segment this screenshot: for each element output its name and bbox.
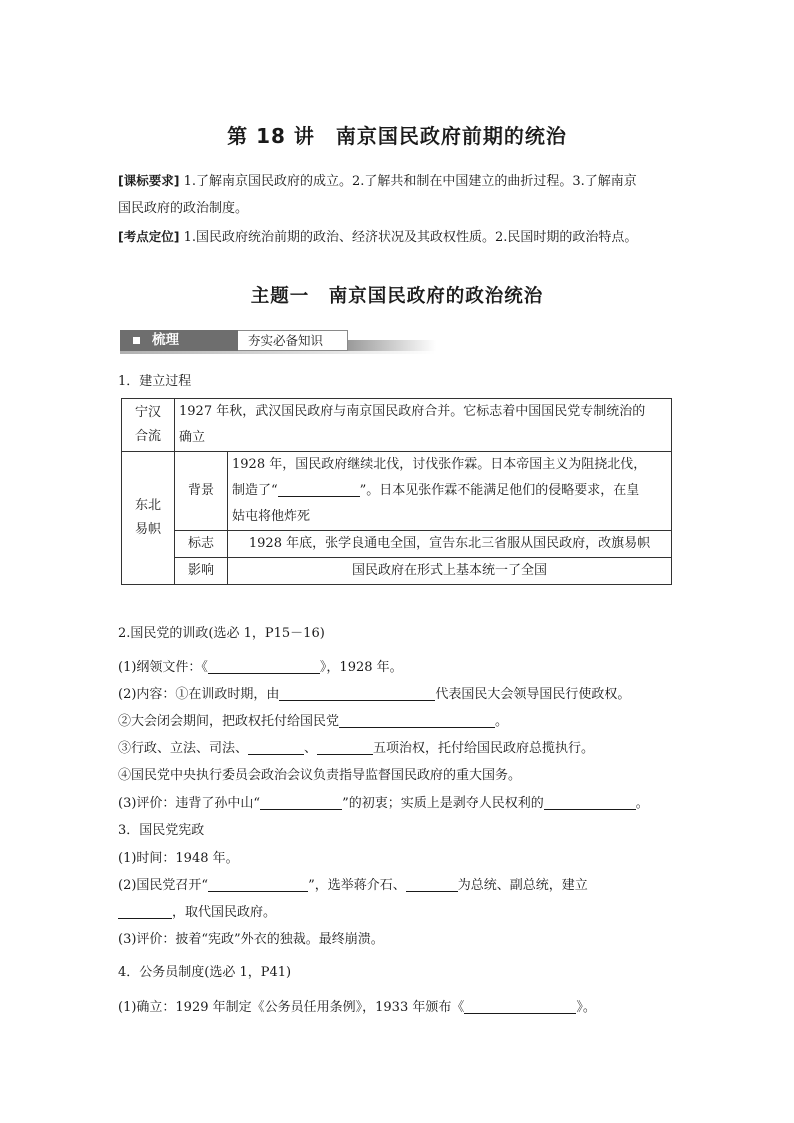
text-fragment: 制造了“ xyxy=(232,483,278,498)
background-cell xyxy=(228,452,672,531)
table-row xyxy=(122,531,672,558)
content-cell-merge xyxy=(175,399,672,452)
requirements-line-1 xyxy=(118,172,637,191)
section2-line-6 xyxy=(118,795,649,813)
section2-line-3 xyxy=(118,713,508,731)
text-fragment: 。 xyxy=(635,796,649,811)
text-fragment: 五项治权，托付给国民政府总揽执行。 xyxy=(373,741,595,756)
section4-line-1 xyxy=(118,999,596,1017)
content-text: 1928 年，国民政府继续北伐，讨伐张作霖。日本帝国主义为阻挠北伐， xyxy=(232,457,647,472)
exam-points-text: 1.国民政府统治前期的政治、经济状况及其政权性质。2.民国时期的政治特点。 xyxy=(183,230,638,245)
content-text xyxy=(232,478,667,504)
table-row xyxy=(122,558,672,585)
sign-cell: 1928 年底，张学良通电全国，宣告东北三省服从国民政府，改旗易帜 xyxy=(228,531,672,558)
section3-line-2 xyxy=(118,877,588,895)
content-text: 确立 xyxy=(179,430,206,445)
section2-heading: 2.国民党的训政(选必 1，P15－16) xyxy=(118,626,325,641)
text-fragment: ，取代国民政府。 xyxy=(172,905,277,920)
text-fragment: ”。日本见张作霖不能满足他们的侵略要求，在皇 xyxy=(359,483,640,498)
text-fragment: (2)国民党召开“ xyxy=(118,878,209,893)
square-bullet-icon xyxy=(133,337,140,344)
content-text: 姑屯将他炸死 xyxy=(232,509,311,524)
section3-line-4: (3)评价：披着“宪政”外衣的独裁。最终崩溃。 xyxy=(118,932,384,947)
section4-heading: 4．公务员制度(选必 1，P41) xyxy=(118,965,292,980)
sublabel-impact: 影响 xyxy=(175,558,228,585)
content-text: 1927 年秋，武汉国民政府与南京国民政府合并。它标志着中国国民党专制统治的 xyxy=(179,404,646,419)
fill-blank[interactable] xyxy=(317,740,373,755)
text-fragment: ③行政、立法、司法、 xyxy=(118,741,249,756)
page-title: 第 18 讲 南京国民政府前期的统治 xyxy=(227,124,567,148)
text-fragment: (2)内容：①在训政时期，由 xyxy=(118,687,280,702)
table-row xyxy=(122,399,672,452)
requirements-line-2: 国民政府的政治制度。 xyxy=(118,201,249,216)
fill-blank[interactable] xyxy=(118,904,172,919)
banner-light-label: 夯实必备知识 xyxy=(238,330,348,351)
text-fragment: 》，1928 年。 xyxy=(319,660,403,675)
section3-line-3 xyxy=(118,904,276,922)
table-row xyxy=(122,452,672,531)
text-fragment: 代表国民大会领导国民行使政权。 xyxy=(435,687,631,702)
label-cell-northeast xyxy=(122,452,175,585)
requirements-label: [课标要求] xyxy=(118,173,180,188)
label-text: 合流 xyxy=(134,429,161,444)
text-fragment: 为总统、副总统，建立 xyxy=(457,878,588,893)
label-cell-merge xyxy=(122,399,175,452)
fill-blank[interactable] xyxy=(278,482,360,497)
text-fragment: (1)纲领文件：《 xyxy=(118,660,208,675)
requirements-text-1: 1.了解南京国民政府的成立。2.了解共和制在中国建立的曲折过程。3.了解南京 xyxy=(183,174,637,189)
fill-blank[interactable] xyxy=(544,795,636,810)
text-fragment: ②大会闭会期间，把政权托付给国民党 xyxy=(118,714,340,729)
label-text: 易帜 xyxy=(134,522,161,537)
fill-blank[interactable] xyxy=(260,795,342,810)
text-fragment: (1)确立：1929 年制定《公务员任用条例》，1933 年颁布《 xyxy=(118,1000,465,1015)
section3-line-1: (1)时间：1948 年。 xyxy=(118,851,239,866)
section2-line-2 xyxy=(118,686,630,704)
impact-cell: 国民政府在形式上基本统一了全国 xyxy=(228,558,672,585)
fill-blank[interactable] xyxy=(208,877,308,892)
section2-line-4 xyxy=(118,740,594,758)
sublabel-background: 背景 xyxy=(175,452,228,531)
banner-underline xyxy=(120,351,436,354)
banner-dark-label: 梳理 xyxy=(152,332,179,348)
section-banner xyxy=(120,330,436,354)
label-text: 宁汉 xyxy=(134,405,161,420)
sublabel-sign: 标志 xyxy=(175,531,228,558)
fill-blank[interactable] xyxy=(208,659,320,674)
topic-title: 主题一 南京国民政府的政治统治 xyxy=(250,286,544,307)
text-fragment: 》。 xyxy=(576,1000,596,1015)
exam-points-label: [考点定位] xyxy=(118,229,180,244)
text-fragment: (3)评价：违背了孙中山“ xyxy=(118,796,261,811)
section3-heading: 3．国民党宪政 xyxy=(118,823,205,838)
fill-blank[interactable] xyxy=(464,999,576,1014)
banner-gradient xyxy=(348,340,436,351)
text-fragment: ”，选举蒋介石、 xyxy=(308,878,406,893)
banner-dark-tab xyxy=(120,330,238,351)
fill-blank[interactable] xyxy=(339,713,495,728)
section2-line-1 xyxy=(118,659,403,677)
text-fragment: 。 xyxy=(495,714,509,729)
section1-heading: 1．建立过程 xyxy=(118,374,192,389)
fill-blank[interactable] xyxy=(248,740,304,755)
fill-blank[interactable] xyxy=(406,877,458,892)
exam-points-line xyxy=(118,228,637,247)
establishment-table xyxy=(121,398,672,585)
section2-line-5: ④国民党中央执行委员会政治会议负责指导监督国民政府的重大国务。 xyxy=(118,768,522,783)
label-text: 东北 xyxy=(134,498,161,513)
text-fragment: 、 xyxy=(304,741,318,756)
text-fragment: ”的初衷；实质上是剥夺人民权利的 xyxy=(342,796,544,811)
fill-blank[interactable] xyxy=(279,686,435,701)
